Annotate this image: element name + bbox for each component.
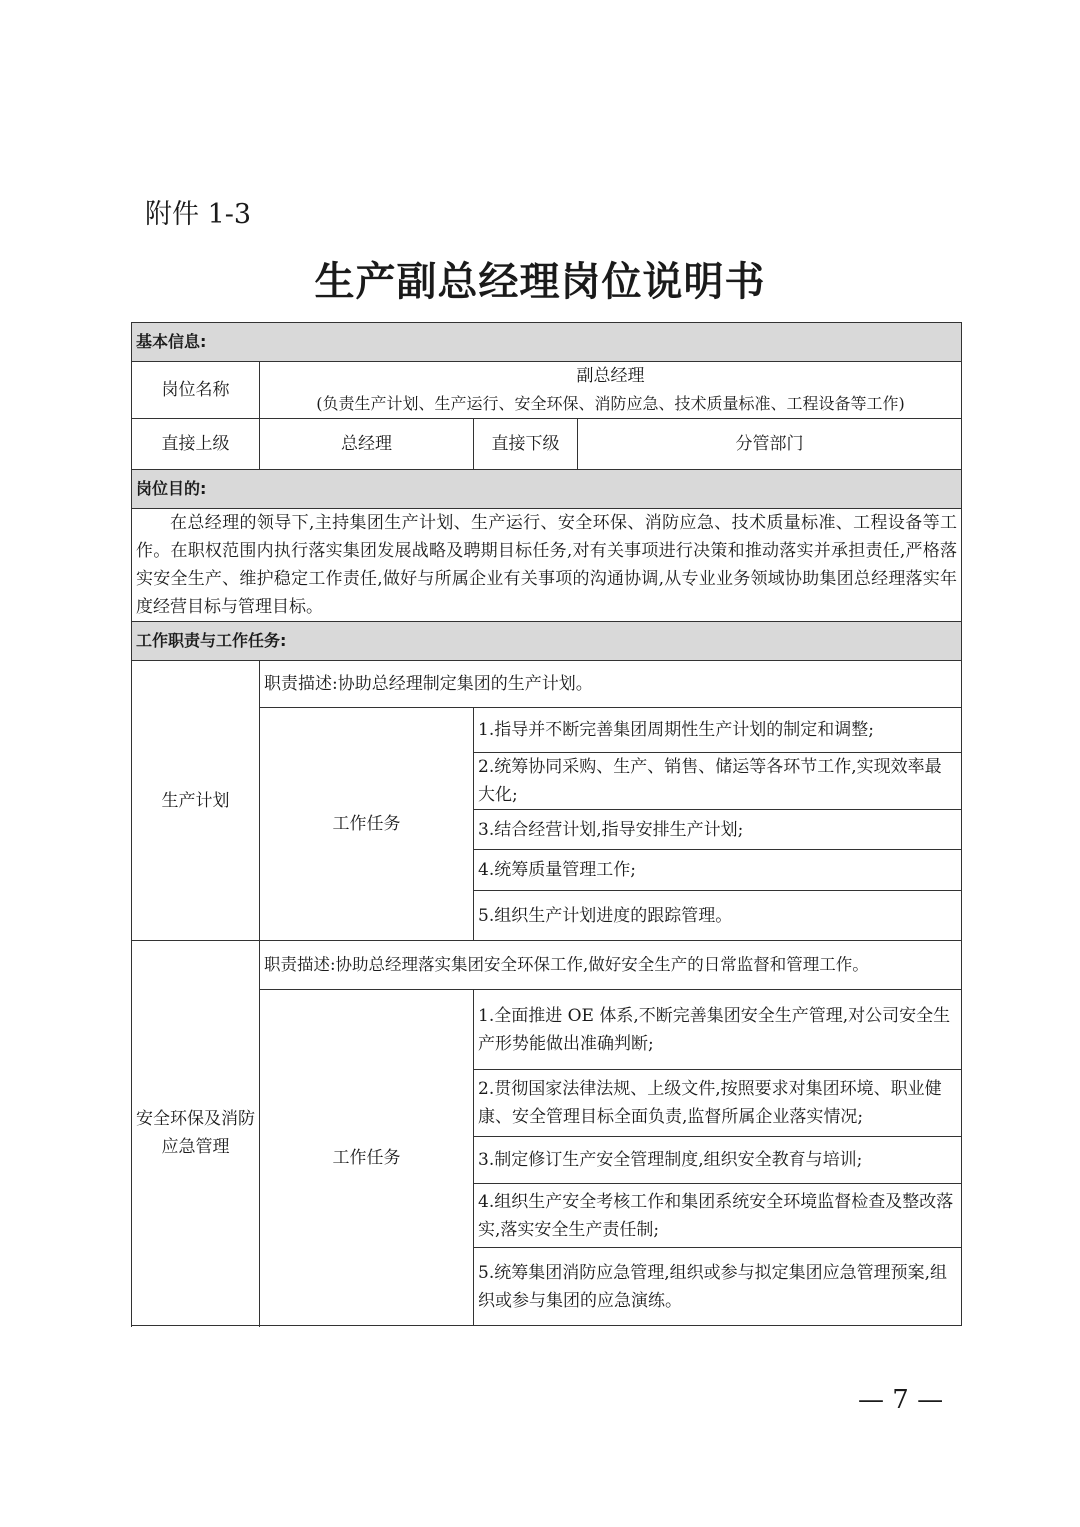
- task-item: 5.统筹集团消防应急管理,组织或参与拟定集团应急管理预案,组织或参与集团的应急演练。: [474, 1248, 962, 1326]
- task-item: 3.结合经营计划,指导安排生产计划;: [474, 810, 962, 850]
- job-description-table: [131, 322, 962, 1326]
- duty-row: [132, 661, 962, 708]
- section-header-row: [132, 470, 962, 509]
- purpose-header: 岗位目的:: [132, 470, 962, 509]
- tasks-label: 工作任务: [260, 708, 474, 941]
- duty-row: [132, 941, 962, 990]
- duty-name: 生产计划: [132, 661, 260, 941]
- position-note: (负责生产计划、生产运行、安全环保、消防应急、技术质量标准、工程设备等工作): [316, 394, 905, 413]
- basic-info-header: 基本信息:: [132, 323, 962, 362]
- tasks-label: 工作任务: [260, 990, 474, 1326]
- position-label: 岗位名称: [132, 362, 260, 419]
- page-number: — 7 —: [858, 1385, 944, 1415]
- superior-value: 总经理: [260, 419, 474, 470]
- purpose-text: 在总经理的领导下,主持集团生产计划、生产运行、安全环保、消防应急、技术质量标准、工程设备等工作。在职权范围内执行落实集团发展战略及聘期目标任务,对有关事项进行决策和推动落实并承担责任,严格落实安全生产、维护稳定工作责任,做好与所属企业有关事项的沟通协调,从专业业务领域协助集团总经理落实年度经营目标与管理目标。: [132, 509, 962, 622]
- duty-name: 安全环保及消防应急管理: [132, 941, 260, 1326]
- task-item: 4.组织生产安全考核工作和集团系统安全环境监督检查及整改落实,落实安全生产责任制;: [474, 1184, 962, 1248]
- duty-description: 职责描述:协助总经理落实集团安全环保工作,做好安全生产的日常监督和管理工作。: [260, 941, 962, 990]
- document-title: 生产副总经理岗位说明书: [314, 259, 766, 305]
- superior-label: 直接上级: [132, 419, 260, 470]
- position-value: 副总经理: [576, 366, 645, 386]
- task-item: 3.制定修订生产安全管理制度,组织安全教育与培训;: [474, 1137, 962, 1184]
- reporting-row: [132, 419, 962, 470]
- subordinate-label: 直接下级: [474, 419, 578, 470]
- section-header-row: [132, 323, 962, 362]
- section-header-row: [132, 622, 962, 661]
- attachment-label: 附件 1-3: [145, 199, 252, 230]
- purpose-row: [132, 509, 962, 622]
- duties-header: 工作职责与工作任务:: [132, 622, 962, 661]
- duty-description: 职责描述:协助总经理制定集团的生产计划。: [260, 661, 962, 708]
- subordinate-value: 分管部门: [578, 419, 962, 470]
- task-item: 2.统筹协同采购、生产、销售、储运等各环节工作,实现效率最大化;: [474, 753, 962, 810]
- task-item: 1.指导并不断完善集团周期性生产计划的制定和调整;: [474, 708, 962, 753]
- position-value-cell: [260, 362, 962, 419]
- task-item: 4.统筹质量管理工作;: [474, 850, 962, 891]
- task-item: 2.贯彻国家法律法规、上级文件,按照要求对集团环境、职业健康、安全管理目标全面负责,监督所属企业落实情况;: [474, 1070, 962, 1137]
- task-item: 1.全面推进 OE 体系,不断完善集团安全生产管理,对公司安全生产形势能做出准确判断;: [474, 990, 962, 1070]
- position-row: [132, 362, 962, 419]
- task-item: 5.组织生产计划进度的跟踪管理。: [474, 891, 962, 941]
